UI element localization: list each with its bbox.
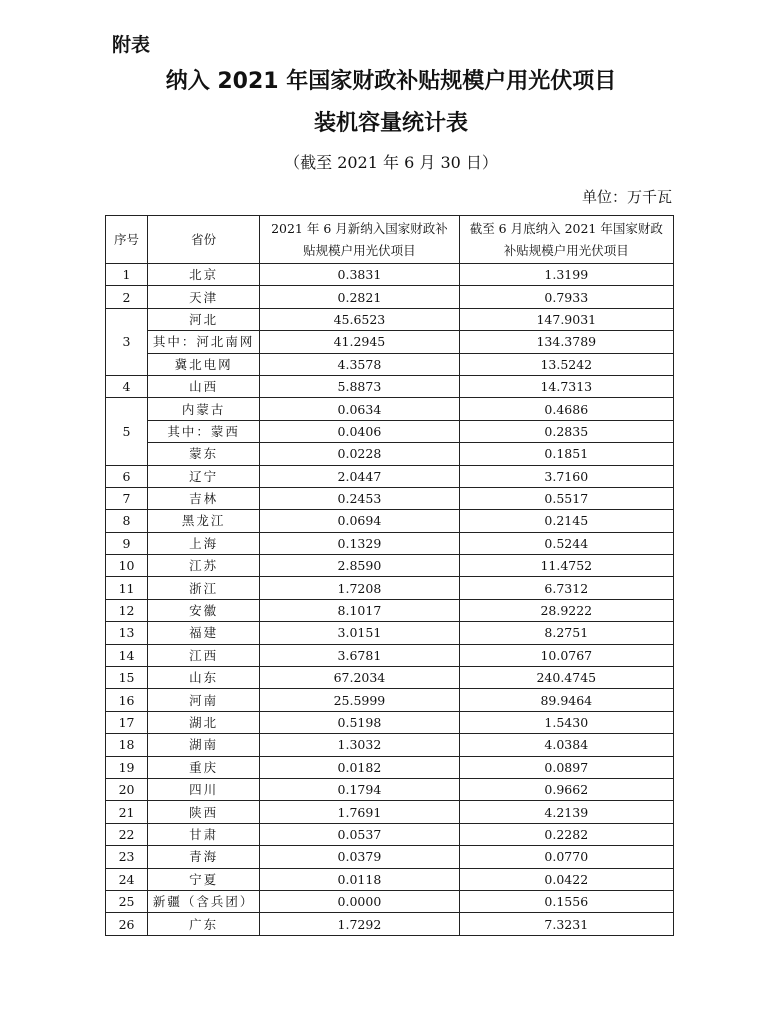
- table-row: [106, 532, 674, 554]
- province-cell: 河南: [148, 689, 260, 711]
- new-june-value: 0.0379: [260, 846, 459, 868]
- row-number: 11: [106, 577, 148, 599]
- row-number: 14: [106, 644, 148, 666]
- row-number: 18: [106, 734, 148, 756]
- new-june-value: 8.1017: [260, 599, 459, 621]
- new-june-value: 3.6781: [260, 644, 459, 666]
- province-cell: 甘肃: [148, 823, 260, 845]
- table-row: [106, 734, 674, 756]
- new-june-value: 25.5999: [260, 689, 459, 711]
- province-cell: 天津: [148, 286, 260, 308]
- table-row: [106, 622, 674, 644]
- row-number: 20: [106, 778, 148, 800]
- table-row: [106, 846, 674, 868]
- new-june-value: 0.2821: [260, 286, 459, 308]
- new-june-value: 2.8590: [260, 555, 459, 577]
- province-cell: 北京: [148, 264, 260, 286]
- appendix-label: 附表: [112, 34, 151, 56]
- table-row: [106, 577, 674, 599]
- table-row: [106, 398, 674, 420]
- row-number: 7: [106, 487, 148, 509]
- table-body: [106, 264, 674, 936]
- table-row: [106, 890, 674, 912]
- new-june-value: 0.0634: [260, 398, 459, 420]
- table-row: [106, 756, 674, 778]
- cumulative-value: 6.7312: [459, 577, 673, 599]
- province-cell: 上海: [148, 532, 260, 554]
- cumulative-value: 0.5244: [459, 532, 673, 554]
- row-number: 5: [106, 398, 148, 465]
- table-row: [106, 420, 674, 442]
- cumulative-value: 1.5430: [459, 711, 673, 733]
- table-header-row: [106, 216, 674, 264]
- table-row: [106, 868, 674, 890]
- province-cell: 四川: [148, 778, 260, 800]
- province-cell: 湖北: [148, 711, 260, 733]
- table-row: [106, 443, 674, 465]
- row-number: 16: [106, 689, 148, 711]
- new-june-value: 4.3578: [260, 353, 459, 375]
- province-cell: 吉林: [148, 487, 260, 509]
- new-june-value: 0.2453: [260, 487, 459, 509]
- cumulative-value: 4.0384: [459, 734, 673, 756]
- province-cell: 浙江: [148, 577, 260, 599]
- province-cell: 广东: [148, 913, 260, 935]
- unit-label: 单位：万千瓦: [581, 188, 672, 206]
- new-june-value: 2.0447: [260, 465, 459, 487]
- new-june-value: 45.6523: [260, 308, 459, 330]
- cumulative-value: 28.9222: [459, 599, 673, 621]
- cumulative-value: 1.3199: [459, 264, 673, 286]
- cumulative-value: 4.2139: [459, 801, 673, 823]
- table-row: [106, 644, 674, 666]
- new-june-value: 1.7292: [260, 913, 459, 935]
- row-number: 3: [106, 308, 148, 375]
- row-number: 2: [106, 286, 148, 308]
- new-june-value: 0.1329: [260, 532, 459, 554]
- header-cumulative: 截至 6 月底纳入 2021 年国家财政补贴规模户用光伏项目: [459, 216, 673, 264]
- province-cell: 江苏: [148, 555, 260, 577]
- province-cell: 新疆（含兵团）: [148, 890, 260, 912]
- new-june-value: 0.1794: [260, 778, 459, 800]
- province-cell: 宁夏: [148, 868, 260, 890]
- table-row: [106, 689, 674, 711]
- province-cell: 山西: [148, 375, 260, 397]
- table-row: [106, 487, 674, 509]
- row-number: 9: [106, 532, 148, 554]
- table-row: [106, 308, 674, 330]
- cumulative-value: 89.9464: [459, 689, 673, 711]
- province-cell: 辽宁: [148, 465, 260, 487]
- row-number: 8: [106, 510, 148, 532]
- table-row: [106, 375, 674, 397]
- table-row: [106, 711, 674, 733]
- cumulative-value: 134.3789: [459, 331, 673, 353]
- cumulative-value: 147.9031: [459, 308, 673, 330]
- new-june-value: 0.0118: [260, 868, 459, 890]
- row-number: 26: [106, 913, 148, 935]
- cumulative-value: 0.2145: [459, 510, 673, 532]
- table-row: [106, 599, 674, 621]
- new-june-value: 1.3032: [260, 734, 459, 756]
- new-june-value: 67.2034: [260, 667, 459, 689]
- province-cell: 青海: [148, 846, 260, 868]
- capacity-table: [105, 215, 674, 936]
- province-cell: 河北: [148, 308, 260, 330]
- row-number: 25: [106, 890, 148, 912]
- table-row: [106, 778, 674, 800]
- new-june-value: 5.8873: [260, 375, 459, 397]
- new-june-value: 0.0537: [260, 823, 459, 845]
- row-number: 21: [106, 801, 148, 823]
- cumulative-value: 13.5242: [459, 353, 673, 375]
- row-number: 24: [106, 868, 148, 890]
- province-cell: 重庆: [148, 756, 260, 778]
- cumulative-value: 0.5517: [459, 487, 673, 509]
- province-cell: 湖南: [148, 734, 260, 756]
- province-cell: 安徽: [148, 599, 260, 621]
- cumulative-value: 14.7313: [459, 375, 673, 397]
- province-cell: 黑龙江: [148, 510, 260, 532]
- cumulative-value: 0.9662: [459, 778, 673, 800]
- row-number: 13: [106, 622, 148, 644]
- row-number: 1: [106, 264, 148, 286]
- new-june-value: 1.7208: [260, 577, 459, 599]
- table-row: [106, 353, 674, 375]
- table-row: [106, 801, 674, 823]
- header-no: 序号: [106, 216, 148, 264]
- row-number: 15: [106, 667, 148, 689]
- table-row: [106, 264, 674, 286]
- cumulative-value: 0.0897: [459, 756, 673, 778]
- date-note: （截至 2021 年 6 月 30 日）: [284, 153, 498, 172]
- new-june-value: 3.0151: [260, 622, 459, 644]
- cumulative-value: 11.4752: [459, 555, 673, 577]
- row-number: 19: [106, 756, 148, 778]
- row-number: 4: [106, 375, 148, 397]
- province-cell: 内蒙古: [148, 398, 260, 420]
- cumulative-value: 0.4686: [459, 398, 673, 420]
- cumulative-value: 0.0422: [459, 868, 673, 890]
- province-cell: 蒙东: [148, 443, 260, 465]
- new-june-value: 41.2945: [260, 331, 459, 353]
- cumulative-value: 10.0767: [459, 644, 673, 666]
- province-cell: 山东: [148, 667, 260, 689]
- province-cell: 福建: [148, 622, 260, 644]
- new-june-value: 0.0228: [260, 443, 459, 465]
- new-june-value: 0.0182: [260, 756, 459, 778]
- row-number: 10: [106, 555, 148, 577]
- cumulative-value: 240.4745: [459, 667, 673, 689]
- table-row: [106, 555, 674, 577]
- row-number: 17: [106, 711, 148, 733]
- province-cell: 陕西: [148, 801, 260, 823]
- header-new-june: 2021 年 6 月新纳入国家财政补贴规模户用光伏项目: [260, 216, 459, 264]
- cumulative-value: 0.2282: [459, 823, 673, 845]
- cumulative-value: 8.2751: [459, 622, 673, 644]
- row-number: 12: [106, 599, 148, 621]
- table-row: [106, 286, 674, 308]
- document-title-line2: 装机容量统计表: [313, 111, 468, 136]
- table-row: [106, 667, 674, 689]
- table-row: [106, 823, 674, 845]
- new-june-value: 0.3831: [260, 264, 459, 286]
- cumulative-value: 0.1851: [459, 443, 673, 465]
- table-row: [106, 331, 674, 353]
- table-row: [106, 510, 674, 532]
- new-june-value: 0.0000: [260, 890, 459, 912]
- new-june-value: 0.0694: [260, 510, 459, 532]
- cumulative-value: 7.3231: [459, 913, 673, 935]
- row-number: 6: [106, 465, 148, 487]
- province-cell: 冀北电网: [148, 353, 260, 375]
- row-number: 23: [106, 846, 148, 868]
- cumulative-value: 0.2835: [459, 420, 673, 442]
- new-june-value: 1.7691: [260, 801, 459, 823]
- new-june-value: 0.0406: [260, 420, 459, 442]
- province-cell: 其中：河北南网: [148, 331, 260, 353]
- row-number: 22: [106, 823, 148, 845]
- province-cell: 江西: [148, 644, 260, 666]
- table-row: [106, 465, 674, 487]
- cumulative-value: 3.7160: [459, 465, 673, 487]
- header-province: 省份: [148, 216, 260, 264]
- cumulative-value: 0.1556: [459, 890, 673, 912]
- document-title: 纳入 2021 年国家财政补贴规模户用光伏项目: [165, 69, 617, 94]
- cumulative-value: 0.7933: [459, 286, 673, 308]
- table-row: [106, 913, 674, 935]
- province-cell: 其中：蒙西: [148, 420, 260, 442]
- new-june-value: 0.5198: [260, 711, 459, 733]
- cumulative-value: 0.0770: [459, 846, 673, 868]
